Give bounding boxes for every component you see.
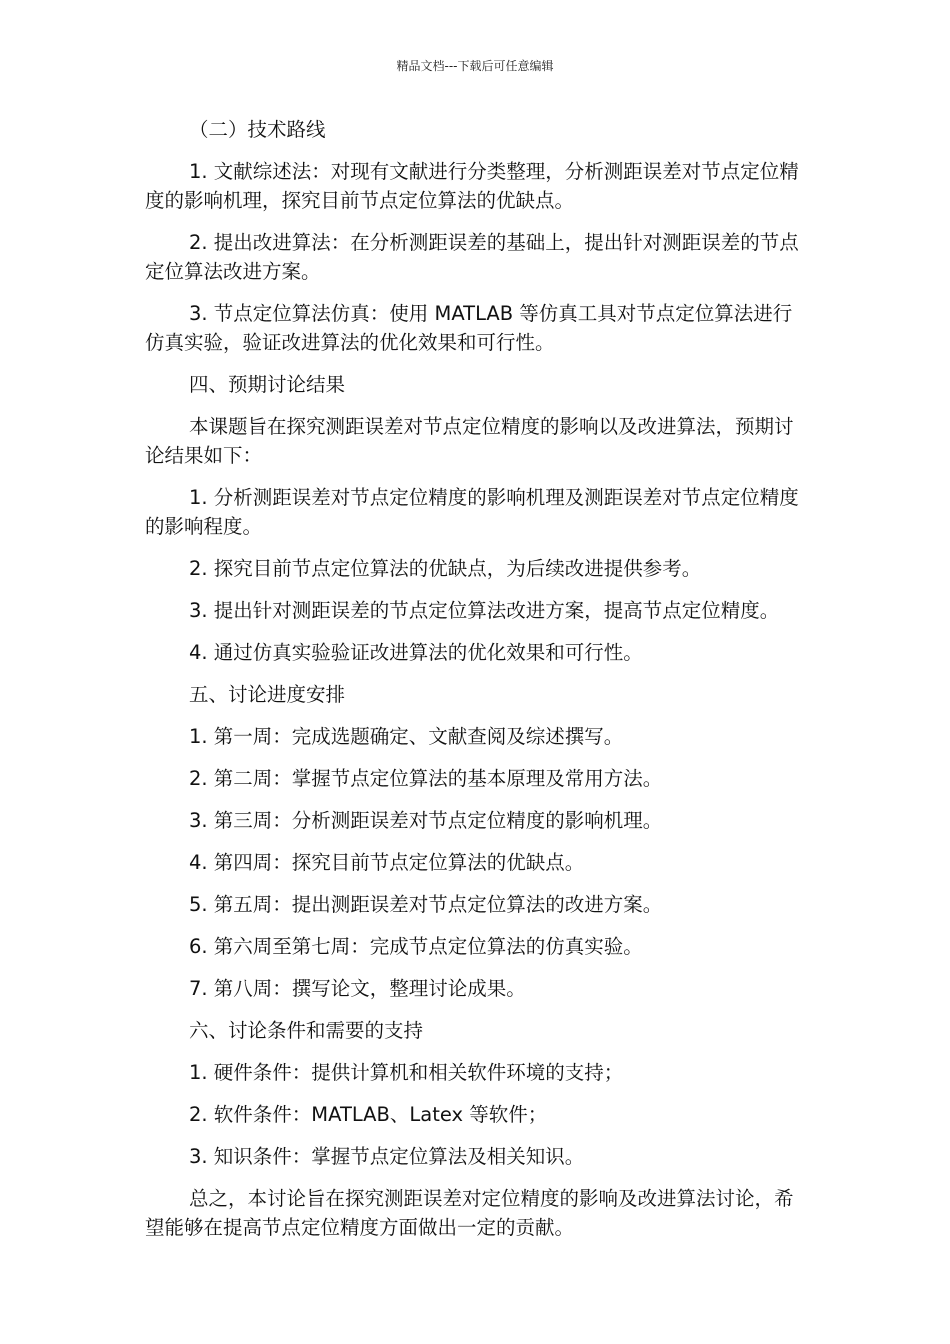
section-heading-schedule: 五、讨论进度安排 — [189, 683, 346, 706]
results-intro: 本课题旨在探究测距误差对节点定位精度的影响以及改进算法，预期讨论结果如下： — [145, 415, 794, 467]
route-item: 3. 节点定位算法仿真：使用 MATLAB 等仿真工具对节点定位算法进行仿真实验，验证改进算法的优化效果和可行性。 — [145, 302, 793, 354]
conclusion-paragraph: 总之，本讨论旨在探究测距误差对定位精度的影响及改进算法讨论，希望能够在提高节点定位精度方面做出一定的贡献。 — [145, 1187, 794, 1239]
route-item: 2. 提出改进算法：在分析测距误差的基础上，提出针对测距误差的节点定位算法改进方案。 — [145, 231, 799, 283]
document-body — [145, 115, 810, 1255]
section-heading-route: （二）技术路线 — [189, 118, 326, 141]
schedule-item: 2. 第二周：掌握节点定位算法的基本原理及常用方法。 — [189, 767, 663, 790]
results-item: 2. 探究目前节点定位算法的优缺点，为后续改进提供参考。 — [189, 557, 702, 580]
results-item: 3. 提出针对测距误差的节点定位算法改进方案，提高节点定位精度。 — [189, 599, 780, 622]
section-heading-conditions: 六、讨论条件和需要的支持 — [189, 1019, 424, 1042]
schedule-item: 3. 第三周：分析测距误差对节点定位精度的影响机理。 — [189, 809, 663, 832]
conditions-item: 3. 知识条件：掌握节点定位算法及相关知识。 — [189, 1145, 585, 1168]
results-item: 4. 通过仿真实验验证改进算法的优化效果和可行性。 — [189, 641, 643, 664]
schedule-item: 5. 第五周：提出测距误差对节点定位算法的改进方案。 — [189, 893, 663, 916]
page-header: 精品文档---下载后可任意编辑 — [396, 59, 554, 73]
schedule-item: 1. 第一周：完成选题确定、文献查阅及综述撰写。 — [189, 725, 624, 748]
schedule-item: 7. 第八周：撰写论文，整理讨论成果。 — [189, 977, 526, 1000]
conditions-item: 1. 硬件条件：提供计算机和相关软件环境的支持； — [189, 1061, 624, 1084]
schedule-item: 6. 第六周至第七周：完成节点定位算法的仿真实验。 — [189, 935, 643, 958]
results-item: 1. 分析测距误差对节点定位精度的影响机理及测距误差对节点定位精度的影响程度。 — [145, 486, 799, 538]
conditions-item: 2. 软件条件：MATLAB、Latex 等软件； — [189, 1103, 548, 1126]
schedule-item: 4. 第四周：探究目前节点定位算法的优缺点。 — [189, 851, 585, 874]
section-heading-results: 四、预期讨论结果 — [189, 373, 346, 396]
route-item: 1. 文献综述法：对现有文献进行分类整理，分析测距误差对节点定位精度的影响机理，探究目前节点定位算法的优缺点。 — [145, 160, 799, 212]
